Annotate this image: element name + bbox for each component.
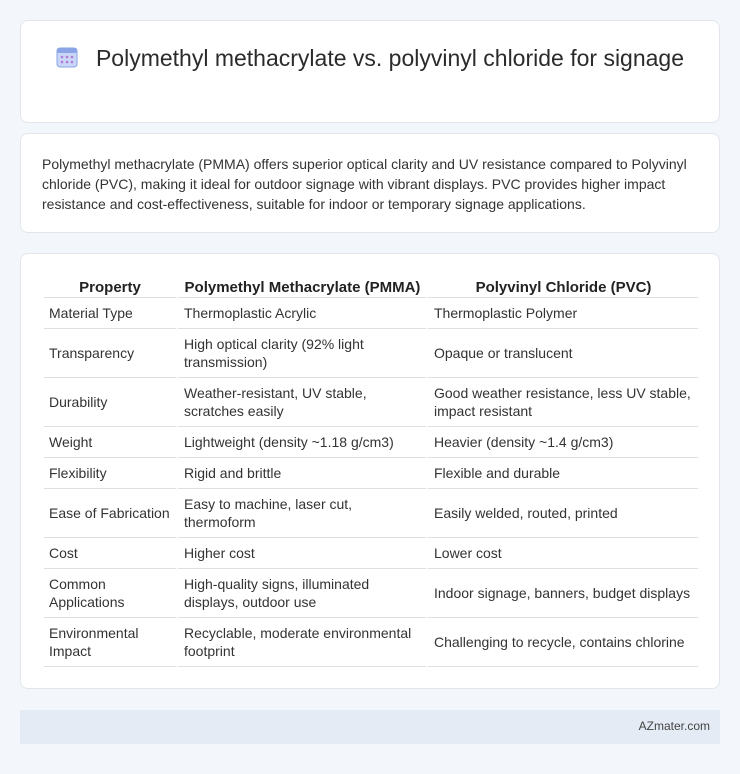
comparison-table (44, 276, 698, 667)
table-row (44, 378, 698, 427)
cell-pvc: Flexible and durable (426, 458, 698, 489)
cell-property: Material Type (44, 298, 176, 329)
table-row (44, 427, 698, 458)
cell-pmma: Easy to machine, laser cut, thermoform (176, 489, 426, 538)
header-pmma: Polymethyl Methacrylate (PMMA) (176, 276, 426, 298)
cell-property: Environmental Impact (44, 618, 176, 667)
cell-pvc: Easily welded, routed, printed (426, 489, 698, 538)
intro-paragraph: Polymethyl methacrylate (PMMA) offers superior optical clarity and UV resistance compared to Polyvinyl chloride (PVC), making it ideal for outdoor signage with vibrant displays. PVC provides higher impact resistance and cost-effectiveness, suitable for indoor or temporary signage applications. (42, 156, 687, 212)
table-row (44, 618, 698, 667)
footer-bar (20, 710, 720, 744)
title-card (20, 20, 720, 123)
source-label[interactable]: AZmater.com (638, 719, 710, 733)
table-row (44, 458, 698, 489)
cell-pmma: High optical clarity (92% light transmission) (176, 329, 426, 378)
cell-property: Cost (44, 538, 176, 569)
cell-pvc: Challenging to recycle, contains chlorine (426, 618, 698, 667)
cell-property: Flexibility (44, 458, 176, 489)
cell-pvc: Good weather resistance, less UV stable, impact resistant (426, 378, 698, 427)
cell-pmma: Higher cost (176, 538, 426, 569)
cell-pvc: Heavier (density ~1.4 g/cm3) (426, 427, 698, 458)
table-row (44, 329, 698, 378)
cell-property: Transparency (44, 329, 176, 378)
table-row (44, 569, 698, 618)
intro-card (20, 133, 720, 233)
cell-pvc: Lower cost (426, 538, 698, 569)
cell-pmma: Thermoplastic Acrylic (176, 298, 426, 329)
cell-property: Weight (44, 427, 176, 458)
cell-pmma: Weather-resistant, UV stable, scratches easily (176, 378, 426, 427)
table-row (44, 489, 698, 538)
cell-pvc: Indoor signage, banners, budget displays (426, 569, 698, 618)
cell-pmma: High-quality signs, illuminated displays, outdoor use (176, 569, 426, 618)
table-header-row (44, 276, 698, 298)
cell-pmma: Rigid and brittle (176, 458, 426, 489)
cell-pmma: Lightweight (density ~1.18 g/cm3) (176, 427, 426, 458)
cell-pvc: Opaque or translucent (426, 329, 698, 378)
header-property: Property (44, 276, 176, 298)
page-title (21, 43, 719, 73)
calendar-icon (56, 46, 78, 68)
header-pvc: Polyvinyl Chloride (PVC) (426, 276, 698, 298)
table-row (44, 538, 698, 569)
cell-pvc: Thermoplastic Polymer (426, 298, 698, 329)
table-row (44, 298, 698, 329)
cell-property: Ease of Fabrication (44, 489, 176, 538)
cell-property: Common Applications (44, 569, 176, 618)
comparison-card (20, 253, 720, 689)
cell-property: Durability (44, 378, 176, 427)
page-title-text: Polymethyl methacrylate vs. polyvinyl chloride for signage (95, 45, 685, 71)
cell-pmma: Recyclable, moderate environmental footprint (176, 618, 426, 667)
